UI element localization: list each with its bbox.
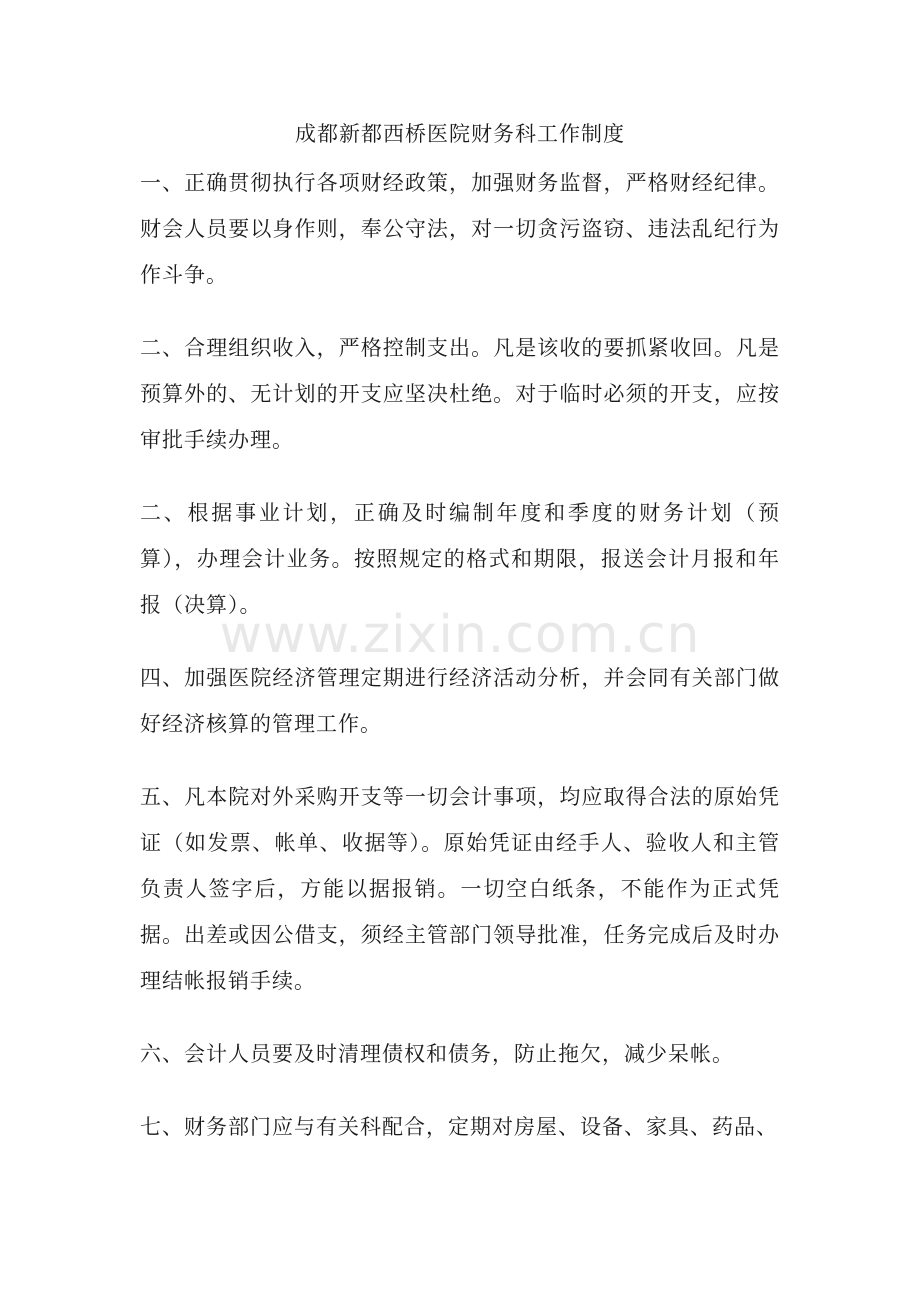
paragraph-3: 二、根据事业计划，正确及时编制年度和季度的财务计划（预算），办理会计业务。按照规定的格式和期限，报送会计月报和年报（决算）。 bbox=[140, 501, 780, 617]
document-title: 成都新都西桥医院财务科工作制度 bbox=[295, 122, 625, 146]
paragraph-6: 六、会计人员要及时清理债权和债务，防止拖欠，减少呆帐。 bbox=[140, 1042, 734, 1066]
paragraph-7: 七、财务部门应与有关科配合，定期对房屋、设备、家具、药品、 bbox=[140, 1115, 778, 1139]
paragraph-2: 二、合理组织收入，严格控制支出。凡是该收的要抓紧收回。凡是预算外的、无计划的开支应坚决杜绝。对于临时必须的开支，应按审批手续办理。 bbox=[140, 336, 780, 452]
paragraph-5: 五、凡本院对外采购开支等一切会计事项，均应取得合法的原始凭证（如发票、帐单、收据等）。原始凭证由经手人、验收人和主管负责人签字后，方能以据报销。一切空白纸条，不能作为正式凭据。出差或因公借支，须经主管部门领导批准，任务完成后及时办理结帐报销手续。 bbox=[140, 785, 780, 993]
paragraph-1: 一、正确贯彻执行各项财经政策，加强财务监督，严格财经纪律。财会人员要以身作则，奉公守法，对一切贪污盗窃、违法乱纪行为作斗争。 bbox=[140, 171, 780, 287]
paragraph-4: 四、加强医院经济管理定期进行经济活动分析，并会同有关部门做好经济核算的管理工作。 bbox=[140, 666, 780, 736]
document-body bbox=[140, 160, 780, 1177]
watermark: www.zixin.com.cn bbox=[219, 605, 701, 665]
